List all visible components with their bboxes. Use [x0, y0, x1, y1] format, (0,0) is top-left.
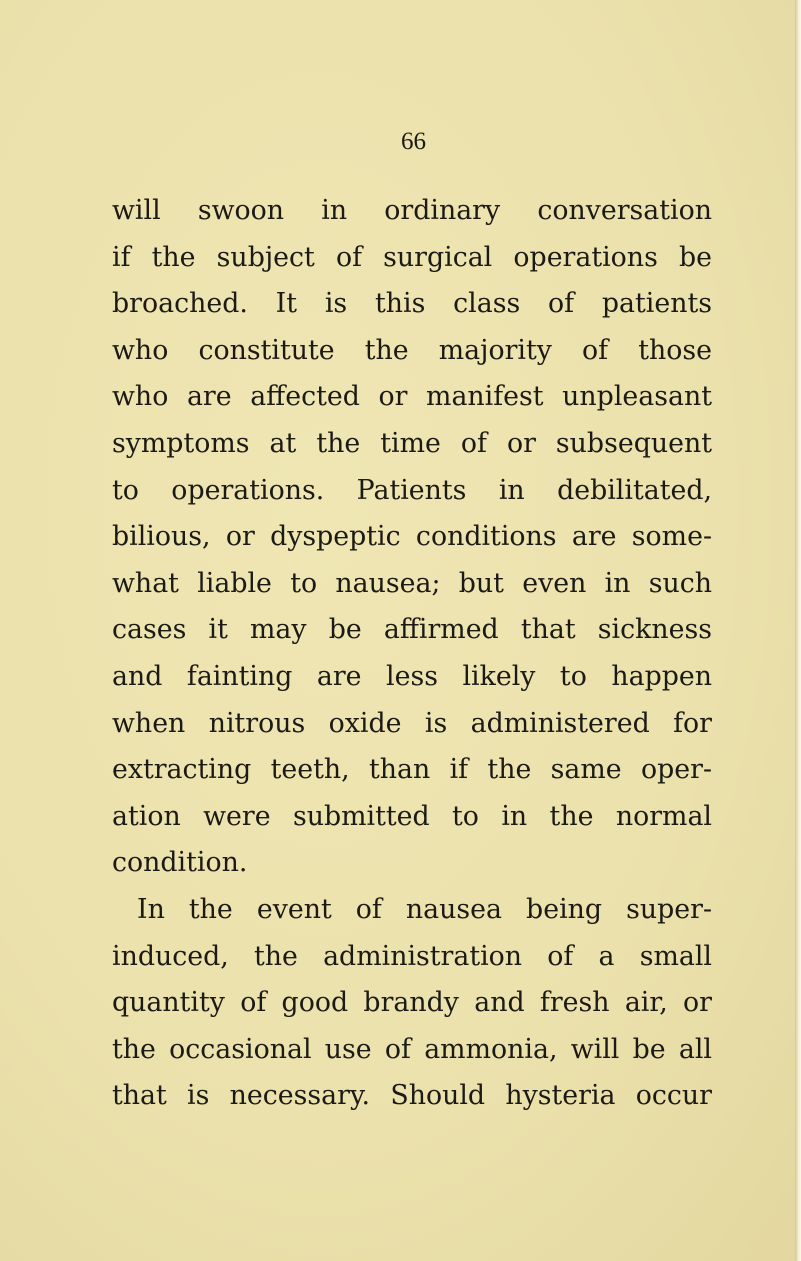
text-line: extracting teeth, than if the same oper- — [112, 754, 712, 786]
text-line: what liable to nausea; but even in such — [112, 567, 712, 599]
text-line: if the subject of surgical operations be — [112, 241, 712, 273]
page-edge — [795, 0, 801, 1261]
text-line: the occasional use of ammonia, will be all — [112, 1033, 712, 1065]
paragraph-end-line: condition. — [112, 847, 248, 879]
text-line: and fainting are less likely to happen — [112, 660, 712, 692]
text-line: broached. It is this class of patients — [112, 288, 712, 320]
text-line: symptoms at the time of or subsequent — [112, 427, 712, 459]
paragraph-start-line: In the event of nausea being super- — [137, 893, 712, 925]
text-line: cases it may be affirmed that sickness — [112, 614, 712, 646]
text-line: that is necessary. Should hysteria occur — [112, 1080, 712, 1112]
text-line: induced, the administration of a small — [112, 940, 712, 972]
text-line: ation were submitted to in the normal — [112, 800, 712, 832]
text-line: to operations. Patients in debilitated, — [112, 474, 712, 506]
text-line: who are affected or manifest unpleasant — [112, 381, 712, 413]
text-line: will swoon in ordinary conversation — [112, 195, 712, 226]
page-number: 66 — [401, 128, 426, 155]
text-line: who constitute the majority of those — [112, 334, 712, 366]
text-line: when nitrous oxide is administered for — [112, 707, 712, 739]
body-text — [112, 188, 712, 1120]
text-line: bilious, or dyspeptic conditions are some- — [112, 521, 712, 553]
text-line: quantity of good brandy and fresh air, or — [112, 987, 712, 1019]
